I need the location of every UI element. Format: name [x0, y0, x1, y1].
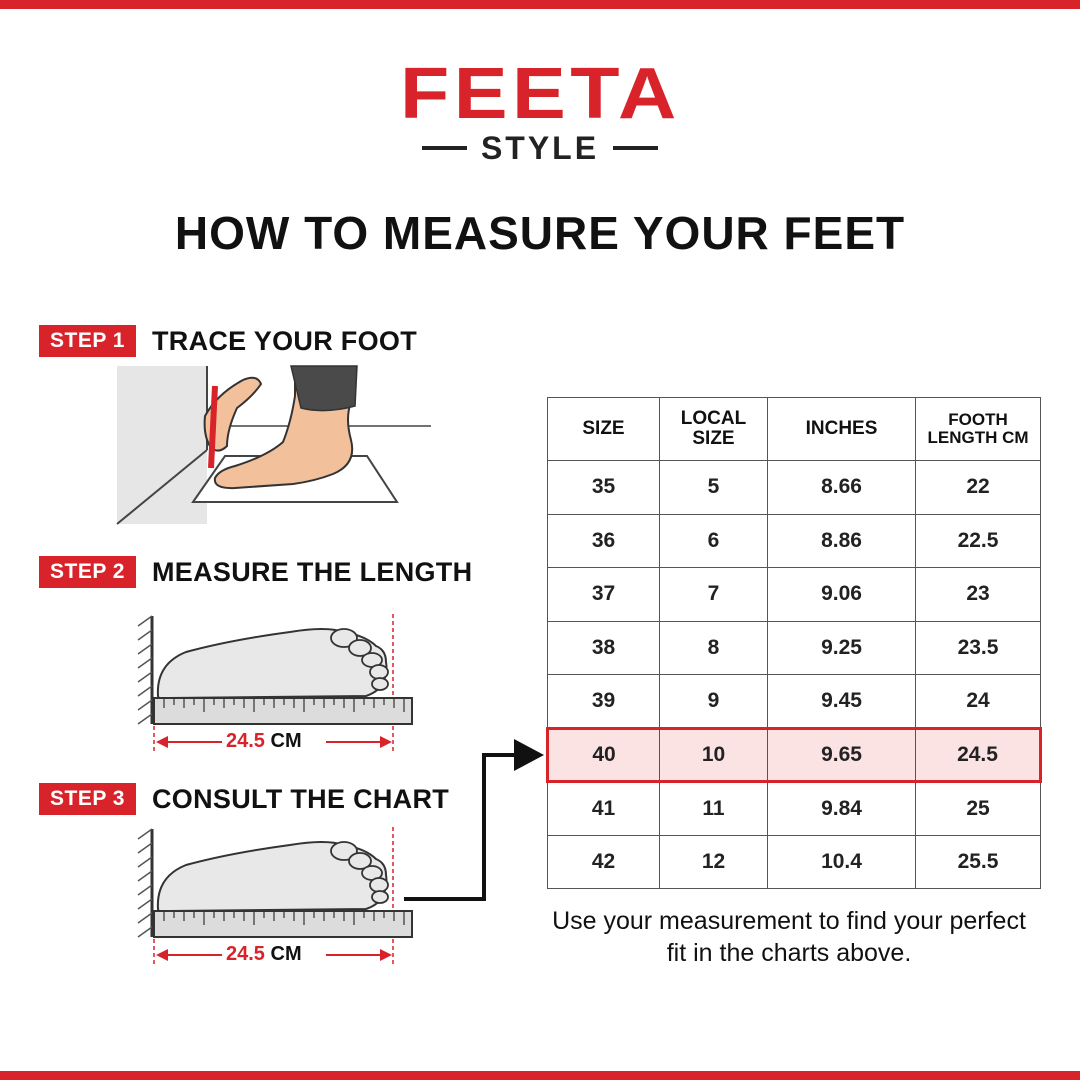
connector-arrowhead: [514, 739, 544, 771]
tagline-dash-left: [422, 146, 467, 150]
table-cell: 9.25: [768, 621, 916, 675]
table-cell: 12: [660, 835, 768, 889]
connector-line: [404, 755, 518, 899]
col-header-size: SIZE: [548, 398, 660, 461]
table-cell: 24.5: [916, 728, 1041, 782]
table-row: [548, 728, 1041, 782]
size-chart-table: [546, 397, 1042, 889]
measurement-label-step3: [222, 943, 306, 966]
measurement-unit: CM: [270, 943, 302, 965]
measurement-unit: CM: [270, 730, 302, 752]
table-row: [548, 621, 1041, 675]
table-cell: 38: [548, 621, 660, 675]
table-row: [548, 568, 1041, 622]
col-header-inches: INCHES: [768, 398, 916, 461]
table-cell: 40: [548, 728, 660, 782]
arrow-head-left: [156, 949, 168, 961]
step-1-header: [39, 325, 417, 357]
table-cell: 25: [916, 782, 1041, 836]
table-cell: 10.4: [768, 835, 916, 889]
tagline-dash-right: [613, 146, 658, 150]
table-cell: 8.66: [768, 461, 916, 515]
ruler: [154, 911, 412, 937]
step-1-badge: STEP 1: [39, 325, 136, 357]
arrow-head-right: [380, 949, 392, 961]
table-cell: 25.5: [916, 835, 1041, 889]
table-cell: 11: [660, 782, 768, 836]
pen-icon: [211, 386, 215, 468]
step-2-badge: STEP 2: [39, 556, 136, 588]
arrow-head-right: [380, 736, 392, 748]
table-row: [548, 461, 1041, 515]
size-chart-body: [548, 461, 1041, 889]
ruler: [154, 698, 412, 724]
table-cell: 7: [660, 568, 768, 622]
step-2-title: MEASURE THE LENGTH: [151, 556, 473, 587]
brand-name: FEETA: [399, 54, 681, 134]
measurement-value: 24.5: [226, 943, 265, 965]
table-cell: 39: [548, 675, 660, 729]
brand-logo: [0, 54, 1080, 166]
table-row: [548, 514, 1041, 568]
arrow-head-left: [156, 736, 168, 748]
table-cell: 6: [660, 514, 768, 568]
table-cell: 9: [660, 675, 768, 729]
top-accent-bar: [0, 0, 1080, 9]
table-cell: 5: [660, 461, 768, 515]
step-3-title: CONSULT THE CHART: [151, 783, 450, 814]
table-header-row: [548, 398, 1041, 461]
step-1-title: TRACE YOUR FOOT: [151, 325, 417, 356]
step-2-header: [39, 556, 472, 588]
table-cell: 10: [660, 728, 768, 782]
table-cell: 35: [548, 461, 660, 515]
table-row: [548, 675, 1041, 729]
table-cell: 24: [916, 675, 1041, 729]
wall-hatching: [138, 616, 152, 724]
measurement-label-step2: [222, 730, 306, 753]
table-cell: 8.86: [768, 514, 916, 568]
table-cell: 9.45: [768, 675, 916, 729]
table-row: [548, 782, 1041, 836]
table-cell: 37: [548, 568, 660, 622]
table-cell: 9.65: [768, 728, 916, 782]
brand-tagline-row: [0, 132, 1080, 164]
table-cell: 9.84: [768, 782, 916, 836]
table-cell: 9.06: [768, 568, 916, 622]
trouser-leg: [291, 366, 357, 411]
page-title: HOW TO MEASURE YOUR FEET: [174, 207, 906, 259]
footer-note: Use your measurement to find your perfect fit in the charts above.: [552, 907, 1026, 967]
brand-tagline: STYLE: [480, 130, 600, 166]
table-row: [548, 835, 1041, 889]
table-cell: 36: [548, 514, 660, 568]
table-cell: 22: [916, 461, 1041, 515]
table-cell: 41: [548, 782, 660, 836]
trace-foot-illustration: [115, 360, 445, 525]
col-header-foot-length: FOOTH LENGTH CM: [916, 398, 1041, 461]
table-cell: 8: [660, 621, 768, 675]
table-cell: 23: [916, 568, 1041, 622]
connector-arrow-icon: [400, 735, 550, 905]
table-cell: 42: [548, 835, 660, 889]
measurement-value: 24.5: [226, 730, 265, 752]
col-header-local-size: LOCAL SIZE: [660, 398, 768, 461]
step-3-badge: STEP 3: [39, 783, 136, 815]
bottom-accent-bar: [0, 1071, 1080, 1080]
wall-hatching: [138, 829, 152, 937]
table-cell: 22.5: [916, 514, 1041, 568]
step-3-header: [39, 783, 449, 815]
table-cell: 23.5: [916, 621, 1041, 675]
